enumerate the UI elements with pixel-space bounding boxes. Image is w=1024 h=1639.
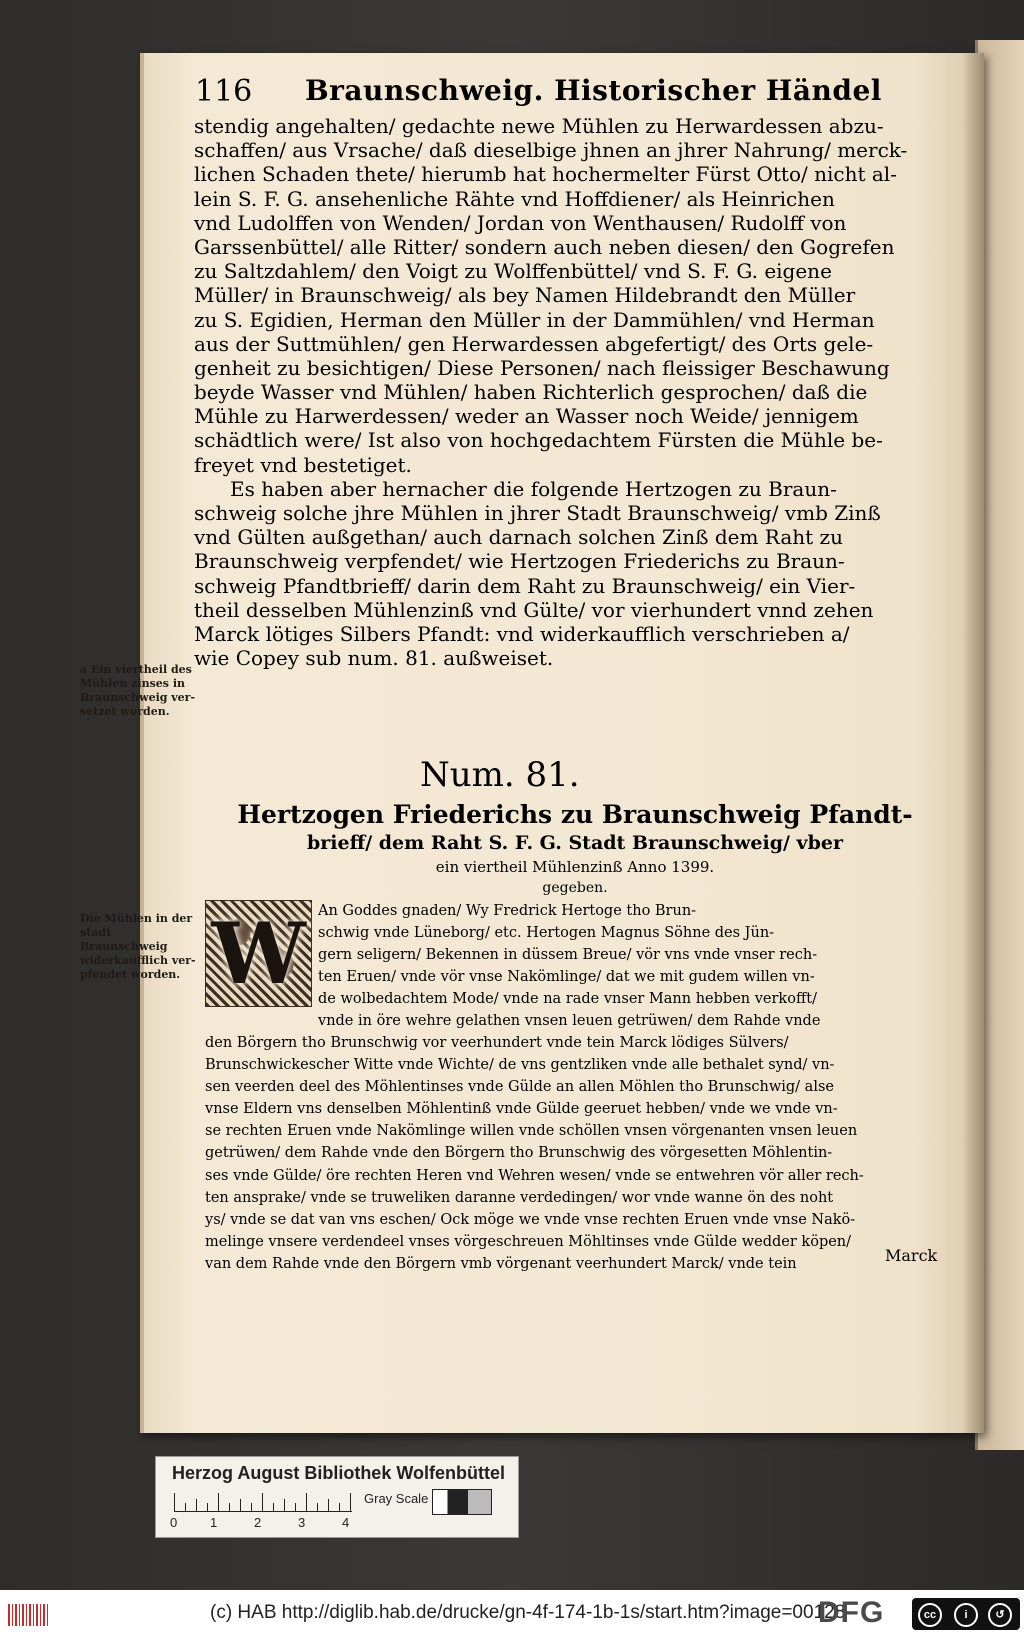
text-line: Mühle zu Harwerdessen/ weder an Wasser noch Weide/ jennigem bbox=[194, 404, 859, 429]
text-line: wie Copey sub num. 81. außweiset. bbox=[194, 646, 554, 671]
section-number-heading: Num. 81. bbox=[420, 755, 580, 795]
charter-line: ses vnde Gülde/ öre rechten Heren vnd Wehren wesen/ vnde se entwehren vör aller rech- bbox=[205, 1167, 864, 1184]
library-color-card bbox=[155, 1456, 519, 1538]
text-line: genheit zu besichtigen/ Diese Personen/ nach fleissiger Beschawung bbox=[194, 355, 890, 380]
text-line: zu Saltzdahlem/ den Voigt zu Wolffenbüttel/ vnd S. F. G. eigene bbox=[194, 259, 832, 284]
document-title-line: ein viertheil Mühlenzinß Anno 1399. bbox=[435, 858, 715, 876]
text-line: schweig solche jhre Mühlen in jhrer Stadt Braunschweig/ vmb Zinß bbox=[194, 501, 881, 525]
text-line: Marck lötiges Silbers Pfandt: vnd widerkaufflich verschrieben a/ bbox=[194, 621, 850, 646]
charter-line: gern seligern/ Bekennen in düssem Breue/ vör vns vnde vnser rech- bbox=[318, 947, 818, 964]
hab-logo-icon bbox=[8, 1604, 48, 1626]
text-line: theil desselben Mühlenzinß vnd Gülte/ vor vierhundert vnnd zehen bbox=[194, 597, 874, 622]
cc-icon: cc bbox=[918, 1603, 942, 1627]
text-line: Es haben aber hernacher die folgende Hertzogen zu Braun- bbox=[230, 476, 837, 501]
text-line: beyde Wasser vnd Mühlen/ haben Richterlich gesprochen/ daß die bbox=[194, 380, 868, 405]
text-line: Müller/ in Braunschweig/ als bey Namen Hildebrandt den Müller bbox=[194, 283, 856, 308]
main-text bbox=[194, 114, 914, 670]
charter-line: schwig vnde Lüneborg/ etc. Hertogen Magnus Söhne des Jün- bbox=[318, 925, 775, 942]
gray-scale-label: Gray Scale bbox=[364, 1491, 429, 1506]
charter-line: vnse Eldern vns denselben Möhlentinß vnde Gülde geeruet hebben/ vnde we vnde vn- bbox=[205, 1101, 838, 1118]
catchword: Marck bbox=[885, 1246, 938, 1265]
text-line: zu S. Egidien, Herman den Müller in der Dammühlen/ vnd Herman bbox=[194, 307, 875, 332]
document-title-line: gegeben. bbox=[542, 880, 608, 896]
dfg-logo: DFG bbox=[818, 1596, 885, 1629]
charter-line: ten Eruen/ vnde vör vnse Nakömlinge/ dat we mit gudem willen vn- bbox=[318, 969, 815, 986]
text-line: Garssenbüttel/ alle Ritter/ sondern auch neben diesen/ den Gogrefen bbox=[194, 234, 895, 259]
charter-line: sen veerden deel des Möhlentinses vnde Gülde an allen Möhlen tho Brunschwig/ alse bbox=[205, 1079, 834, 1096]
text-line: schaffen/ aus Vrsache/ daß dieselbige jhnen an jhrer Nahrung/ merck- bbox=[194, 138, 908, 163]
margin-note: a Ein viertheil des Mühlen zinses in Braunschweig ver- setzet worden. bbox=[80, 663, 196, 718]
charter-line: vnde in öre wehre gelathen vnsen leuen getrüwen/ dem Rahde vnde bbox=[318, 1013, 821, 1030]
text-line: Braunschweig verpfendet/ wie Hertzogen Friederichs zu Braun- bbox=[194, 549, 845, 574]
charter-line: de wolbedachtem Mode/ vnde na rade vnser Mann hebben verkofft/ bbox=[318, 991, 817, 1008]
page-gutter-shadow bbox=[962, 53, 984, 1433]
initial-letter: W bbox=[211, 904, 306, 1003]
text-line: vnd Gülten außgethan/ auch darnach solchen Zinß dem Raht zu bbox=[194, 525, 843, 550]
charter-line: van dem Rahde vnde den Börgern vmb vörgenant veerhundert Marck/ vnde tein bbox=[205, 1255, 797, 1272]
charter-text-indented bbox=[318, 900, 908, 1033]
text-line: schweig Pfandtbrieff/ darin dem Raht zu Braunschweig/ ein Vier- bbox=[194, 573, 856, 598]
scale-ruler bbox=[174, 1493, 352, 1512]
library-name: Herzog August Bibliothek Wolfenbüttel bbox=[172, 1463, 505, 1483]
charter-line: getrüwen/ dem Rahde vnde den Börgern tho Brunschwig des vörgesetten Möhlentin- bbox=[205, 1145, 833, 1162]
running-header bbox=[195, 74, 915, 114]
source-credit-link[interactable]: (c) HAB http://diglib.hab.de/drucke/gn-4f-174-1b-1s/start.htm?image=00128 bbox=[210, 1602, 846, 1623]
decorated-initial bbox=[205, 900, 312, 1007]
text-line: freyet vnd bestetiget. bbox=[194, 452, 412, 477]
text-line: aus der Suttmühlen/ gen Herwardessen abgefertigt/ des Orts gele- bbox=[194, 331, 874, 356]
ruler-number: 0 bbox=[170, 1515, 178, 1530]
charter-text bbox=[205, 1032, 908, 1275]
charter-line: den Börgern tho Brunschwig vor veerhundert vnde tein Marck lödiges Sülvers/ bbox=[205, 1035, 789, 1051]
ruler-number: 2 bbox=[254, 1515, 262, 1530]
cc-license-badge[interactable] bbox=[912, 1598, 1020, 1630]
running-title: Braunschweig. Historischer Händel bbox=[305, 74, 882, 107]
sa-icon: ↺ bbox=[988, 1603, 1012, 1627]
margin-note: Die Mühlen in der stadt Braunschweig widerkaufflich ver- pfendet worden. bbox=[80, 912, 196, 981]
charter-line: melinge vnsere verdendeel vnses vörgeschreuen Möhltinses vnde Gülde wedder köpen/ bbox=[205, 1233, 852, 1250]
text-line: schädtlich were/ Ist also von hochgedachtem Fürsten die Mühle be- bbox=[194, 428, 883, 453]
charter-line: ys/ vnde se dat van vns eschen/ Ock möge we vnde vnse rechten Eruen vnde vnse Nakö- bbox=[205, 1211, 856, 1228]
text-line: lichen Schaden thete/ hierumb hat hochermelter Fürst Otto/ nicht al- bbox=[194, 162, 897, 187]
text-line: stendig angehalten/ gedachte newe Mühlen zu Herwardessen abzu- bbox=[194, 114, 884, 138]
by-icon: i bbox=[954, 1603, 978, 1627]
text-line: lein S. F. G. ansehenliche Rähte vnd Hoffdiener/ als Heinrichen bbox=[194, 186, 835, 211]
ruler-number: 3 bbox=[298, 1515, 306, 1530]
ruler-number: 4 bbox=[342, 1515, 350, 1530]
charter-line: Brunschwickescher Witte vnde Wichte/ de vns gentzliken vnde alle bethalet synd/ vn- bbox=[205, 1057, 835, 1074]
charter-line: ten ansprake/ vnde se truweliken daranne verdedingen/ wor vnde wanne ön des noht bbox=[205, 1189, 834, 1206]
charter-line: se rechten Eruen vnde Nakömlinge willen vnde schöllen vnsen vörgenanten vnsen leuen bbox=[205, 1123, 858, 1140]
document-title: Hertzogen Friederichs zu Braunschweig Pfandt- bbox=[237, 800, 913, 829]
viewer-footer bbox=[0, 1590, 1024, 1639]
text-line: vnd Ludolffen von Wenden/ Jordan von Wenthausen/ Rudolff von bbox=[194, 210, 847, 235]
document-title-line: brieff/ dem Raht S. F. G. Stadt Braunschweig/ vber bbox=[307, 832, 843, 854]
charter-line: An Goddes gnaden/ Wy Fredrick Hertoge tho Brun- bbox=[318, 903, 697, 919]
page-number: 116 bbox=[195, 74, 253, 109]
ruler-number: 1 bbox=[210, 1515, 218, 1530]
gray-scale-patch bbox=[432, 1489, 492, 1515]
